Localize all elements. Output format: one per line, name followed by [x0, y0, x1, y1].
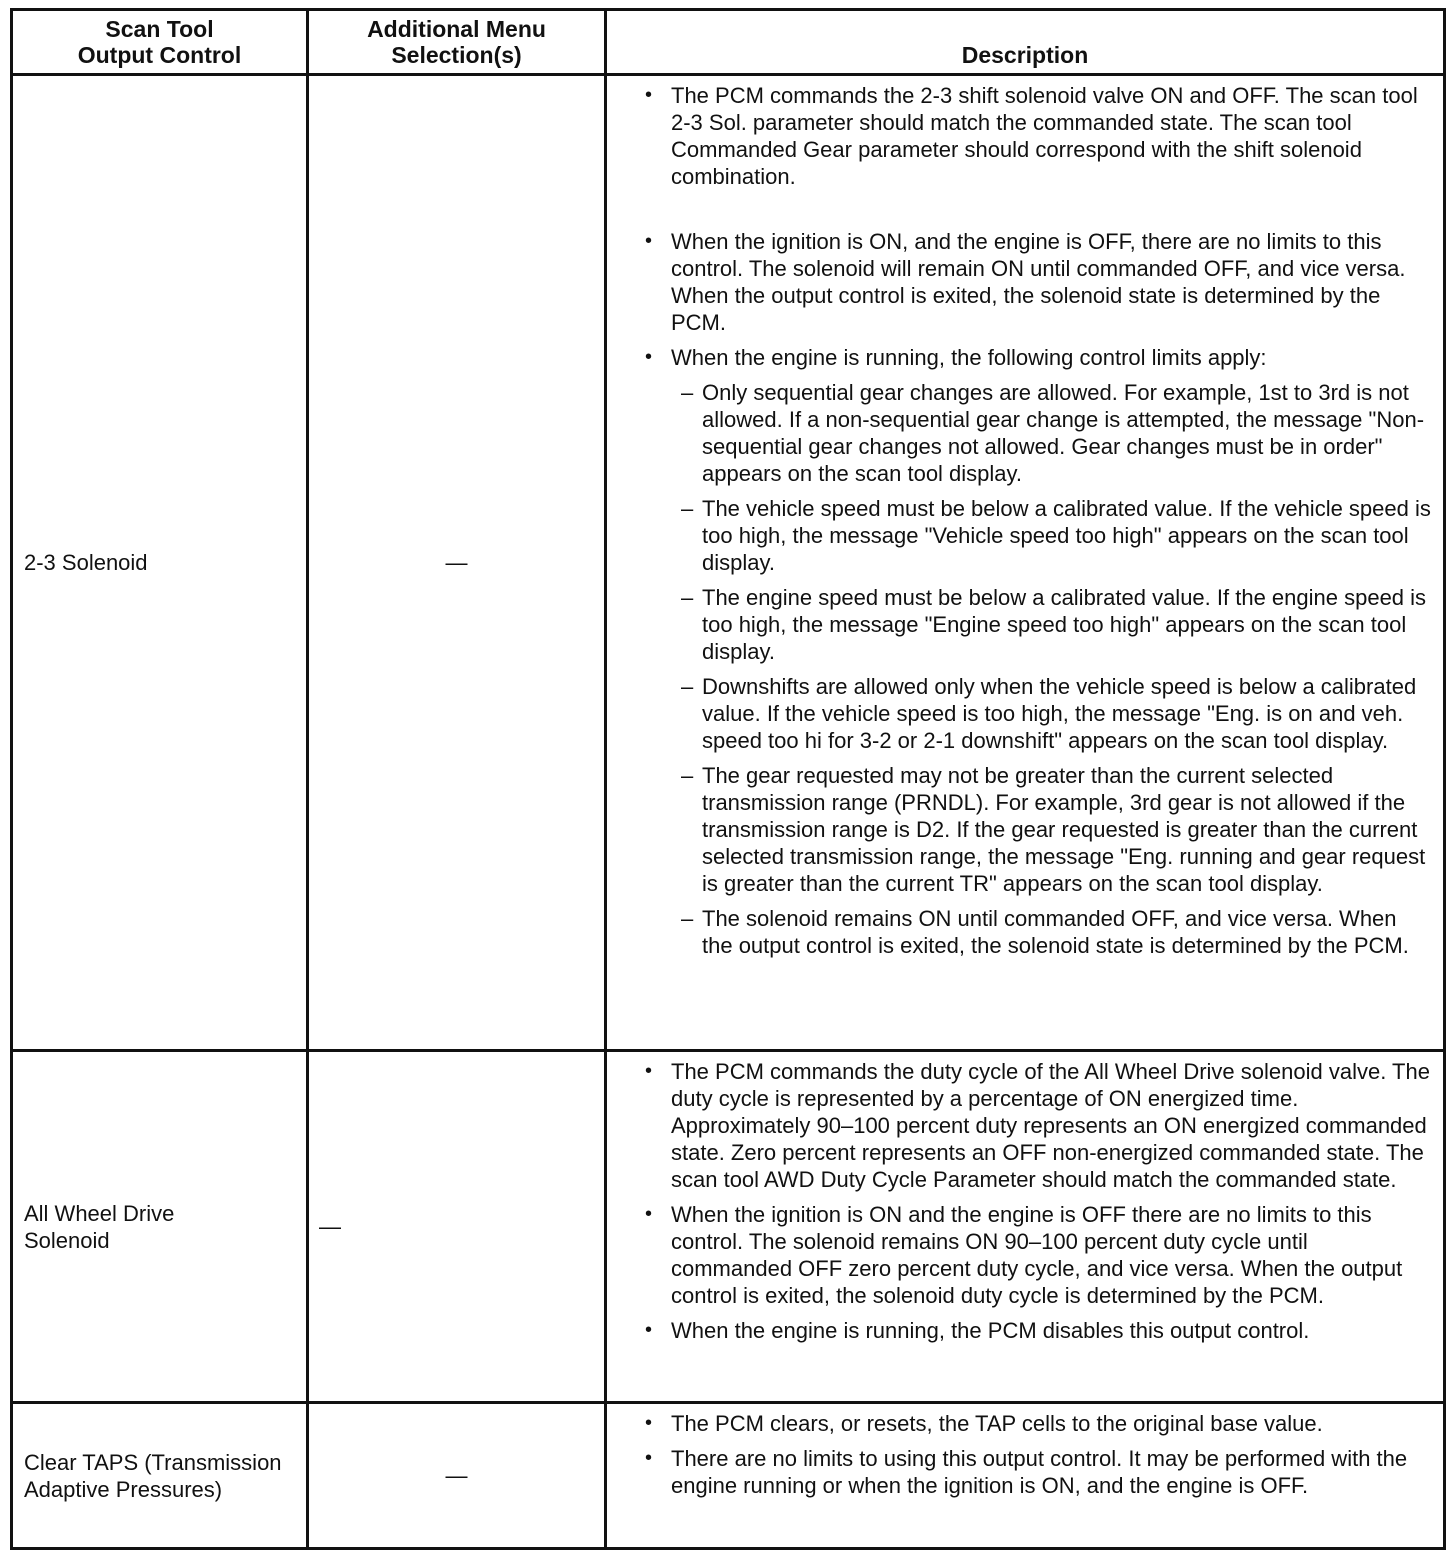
dash-icon: – [681, 674, 694, 699]
output-control-table [10, 8, 1446, 1550]
sub-list [671, 379, 1433, 959]
bullet-icon: • [645, 1447, 653, 1469]
output-control-label: Clear TAPS (Transmission Adaptive Pressures) [24, 1449, 282, 1502]
dash-icon: – [681, 763, 694, 788]
sub-list-item [671, 584, 1433, 665]
list-item [643, 344, 1433, 959]
list-item [643, 1317, 1433, 1344]
bullet-icon: • [645, 1319, 653, 1341]
sub-item-text: The engine speed must be below a calibrated value. If the engine speed is too high, the message "Engine speed too high" appears on the scan tool display. [702, 585, 1427, 664]
list-item [643, 1058, 1433, 1193]
sub-item-text: The vehicle speed must be below a calibrated value. If the vehicle speed is too high, the message "Vehicle speed too high" appears on the scan tool display. [702, 496, 1431, 575]
bullet-icon: • [645, 84, 653, 106]
output-control-cell [12, 75, 308, 1051]
menu-selection-value: — [445, 550, 468, 575]
description-list [643, 1058, 1433, 1344]
output-control-label: 2-3 Solenoid [24, 550, 148, 575]
dash-icon: – [681, 380, 694, 405]
description-text: When the ignition is ON, and the engine is OFF, there are no limits to this control. The solenoid will remain ON until commanded OFF, and vice versa. When the output control is exited, the solenoid state is determined by the PCM. [671, 229, 1406, 335]
sub-list-item [671, 495, 1433, 576]
list-item [643, 1201, 1433, 1309]
description-cell [606, 1403, 1445, 1549]
list-item [643, 1445, 1433, 1499]
sub-item-text: Downshifts are allowed only when the vehicle speed is below a calibrated value. If the vehicle speed is too high, the message "Eng. is on and veh. speed too hi for 3-2 or 2-1 downshift" appears on the scan tool display. [702, 674, 1417, 753]
description-text: The PCM commands the 2-3 shift solenoid valve ON and OFF. The scan tool 2-3 Sol. parameter should match the commanded state. The scan tool Commanded Gear parameter should correspond with the shift solenoid combination. [671, 83, 1418, 189]
sub-item-text: Only sequential gear changes are allowed. For example, 1st to 3rd is not allowed. If a non-sequential gear change is attempted, the message "Non-sequential gear changes not allowed. Gear changes must be in order" appears on the scan tool display. [702, 380, 1425, 486]
description-text: When the engine is running, the PCM disables this output control. [671, 1318, 1310, 1343]
description-text: There are no limits to using this output control. It may be performed with the engine running or when the ignition is ON, and the engine is OFF. [671, 1446, 1408, 1498]
dash-icon: – [681, 496, 694, 521]
table-header-row [12, 10, 1445, 75]
sub-list-item [671, 762, 1433, 897]
description-list [643, 82, 1433, 959]
description-text: The PCM clears, or resets, the TAP cells to the original base value. [671, 1411, 1323, 1436]
bullet-icon: • [645, 1412, 653, 1434]
table-row [12, 75, 1445, 1051]
sub-item-text: The gear requested may not be greater than the current selected transmission range (PRNDL). For example, 3rd gear is not allowed if the transmission range is D2. If the gear requested is greater than the current selected transmission range, the message "Eng. running and gear request is greater than the current TR" appears on the scan tool display. [702, 763, 1426, 896]
sub-list-item [671, 379, 1433, 487]
bullet-icon: • [645, 1203, 653, 1225]
header-label: Scan Tool Output Control [77, 16, 242, 68]
menu-selection-cell [308, 1403, 606, 1549]
header-additional-menu-selections [308, 10, 606, 75]
dash-icon: – [681, 585, 694, 610]
output-control-label: All Wheel Drive Solenoid [24, 1200, 175, 1253]
description-cell [606, 1051, 1445, 1403]
table-row [12, 1403, 1445, 1549]
sub-list-item [671, 673, 1433, 754]
bullet-icon: • [645, 230, 653, 252]
header-scan-tool-output-control [12, 10, 308, 75]
list-item [643, 228, 1433, 336]
dash-icon: – [681, 906, 694, 931]
menu-selection-cell [308, 1051, 606, 1403]
description-text: The PCM commands the duty cycle of the All Wheel Drive solenoid valve. The duty cycle is represented by a percentage of ON energized time. Approximately 90–100 percent duty represents an ON energized commanded state. Zero percent represents an OFF non-energized commanded state. The scan tool AWD Duty Cycle Parameter should match the commanded state. [671, 1059, 1430, 1192]
description-text: When the engine is running, the following control limits apply: [671, 345, 1267, 370]
description-cell [606, 75, 1445, 1051]
table-row [12, 1051, 1445, 1403]
menu-selection-value: — [319, 1214, 341, 1239]
description-list [643, 1410, 1433, 1499]
header-label: Description [961, 42, 1089, 68]
list-item [643, 1410, 1433, 1437]
output-control-cell [12, 1051, 308, 1403]
list-item [643, 82, 1433, 190]
header-description [606, 10, 1445, 75]
menu-selection-value: — [445, 1463, 468, 1488]
bullet-icon: • [645, 346, 653, 368]
menu-selection-cell [308, 75, 606, 1051]
sub-item-text: The solenoid remains ON until commanded OFF, and vice versa. When the output control is exited, the solenoid state is determined by the PCM. [702, 906, 1409, 958]
header-label: Additional Menu Selection(s) [367, 16, 546, 68]
bullet-icon: • [645, 1060, 653, 1082]
output-control-cell [12, 1403, 308, 1549]
sub-list-item [671, 905, 1433, 959]
description-text: When the ignition is ON and the engine is OFF there are no limits to this control. The solenoid remains ON 90–100 percent duty cycle until commanded OFF zero percent duty cycle, and vice versa. When the output control is exited, the solenoid duty cycle is determined by the PCM. [671, 1202, 1403, 1308]
